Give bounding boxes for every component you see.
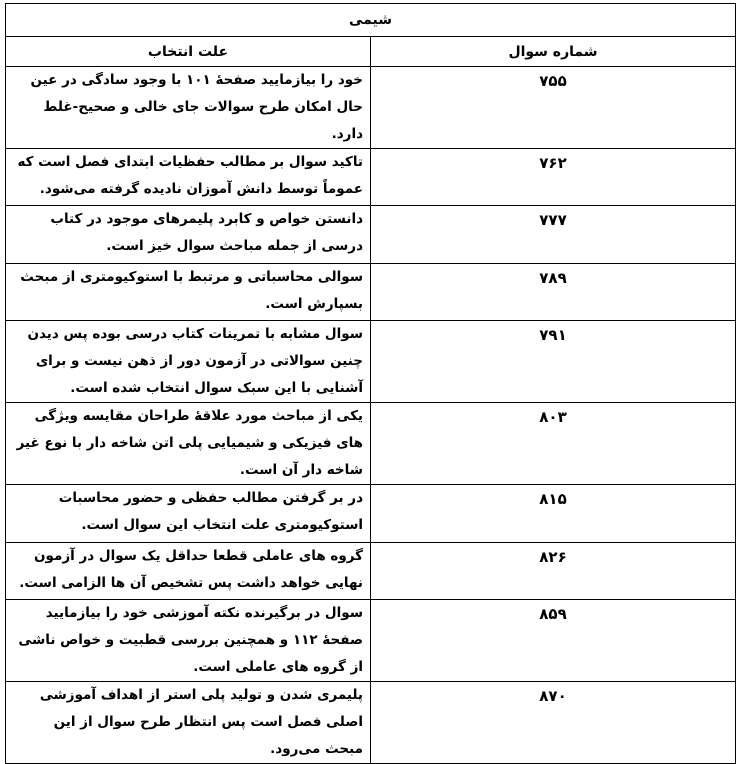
table-row xyxy=(6,600,736,682)
header-question-number: شماره سوال xyxy=(371,37,736,67)
selection-reason: در بر گرفتن مطالب حفظی و حضور محاسبات استوکیومتری علت انتخاب این سوال است. xyxy=(6,485,371,543)
question-number: ۷۸۹ xyxy=(371,264,736,321)
selection-reason: سوال مشابه با تمرینات کتاب درسی بوده پس دیدن چنین سوالاتی در آزمون دور از ذهن نیست و برای آشنایی با این سبک سوال انتخاب شده است. xyxy=(6,321,371,403)
question-number: ۷۷۷ xyxy=(371,206,736,264)
question-number: ۸۱۵ xyxy=(371,485,736,543)
table-row xyxy=(6,149,736,206)
selection-reason: پلیمری شدن و تولید پلی استر از اهداف آموزشی اصلی فصل است پس انتظار طرح سوال از این مبحث می‌رود. xyxy=(6,682,371,764)
selection-reason: تاکید سوال بر مطالب حفظیات ابتدای فصل است که عموماً توسط دانش آموزان نادیده گرفته می‌شود. xyxy=(6,149,371,206)
question-number: ۸۲۶ xyxy=(371,543,736,600)
table-row xyxy=(6,264,736,321)
question-number: ۷۵۵ xyxy=(371,67,736,149)
table-header-row xyxy=(6,37,736,67)
table-row xyxy=(6,321,736,403)
question-number: ۷۶۲ xyxy=(371,149,736,206)
table-row xyxy=(6,543,736,600)
question-number: ۸۰۳ xyxy=(371,403,736,485)
table-title: شیمی xyxy=(6,4,736,37)
header-reason: علت انتخاب xyxy=(6,37,371,67)
question-number: ۸۷۰ xyxy=(371,682,736,764)
table-row xyxy=(6,485,736,543)
selection-reason: خود را بیازمایید صفحهٔ ۱۰۱ با وجود سادگی در عین حال امکان طرح سوالات جای خالی و صحیح-غلط دارد. xyxy=(6,67,371,149)
question-number: ۸۵۹ xyxy=(371,600,736,682)
selection-reason: دانستن خواص و کابرد پلیمرهای موجود در کتاب درسی از جمله مباحث سوال خیز است. xyxy=(6,206,371,264)
chemistry-table-container xyxy=(5,3,736,764)
selection-reason: یکی از مباحث مورد علاقهٔ طراحان مقایسه ویژگی های فیزیکی و شیمیایی پلی اتن شاخه دار با نوع غیر شاخه دار آن است. xyxy=(6,403,371,485)
table-title-row xyxy=(6,4,736,37)
table-row xyxy=(6,206,736,264)
selection-reason: سوالی محاسباتی و مرتبط با استوکیومتری از مبحث بسپارش است. xyxy=(6,264,371,321)
table-row xyxy=(6,67,736,149)
table-row xyxy=(6,403,736,485)
table-row xyxy=(6,682,736,764)
chemistry-question-table xyxy=(5,3,736,764)
selection-reason: گروه های عاملی قطعا حداقل یک سوال در آزمون نهایی خواهد داشت پس تشخیص آن ها الزامی است. xyxy=(6,543,371,600)
question-number: ۷۹۱ xyxy=(371,321,736,403)
selection-reason: سوال در برگیرنده نکته آموزشی خود را بیازمایید صفحهٔ ۱۱۲ و همچنین بررسی قطبیت و خواص ناشی از گروه های عاملی است. xyxy=(6,600,371,682)
